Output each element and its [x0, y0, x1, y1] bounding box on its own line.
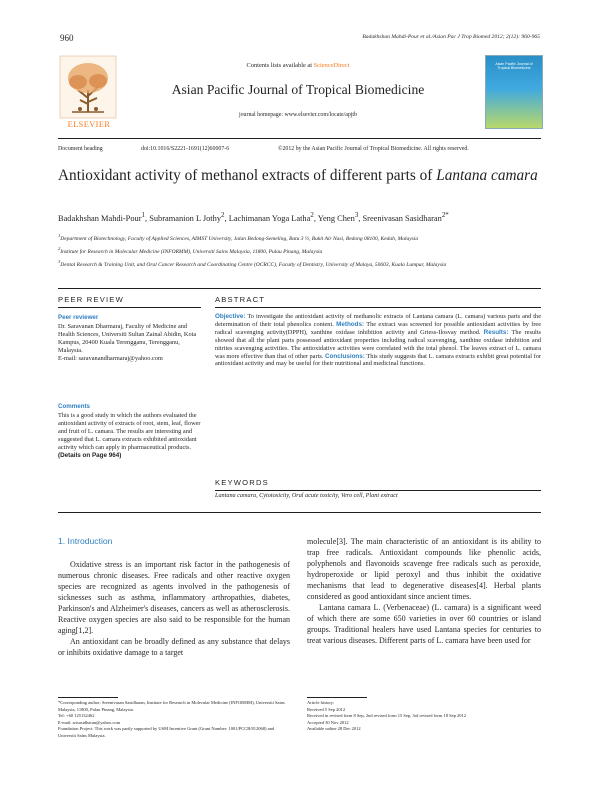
- reviewer-text: Dr. Saravanan Dharmaraj, Faculty of Medicine and Health Sciences, Universiti Sultan Zainal Abidin, Kota Kampus, 20400 Kuala Terengganu, Terengganu, Malaysia.: [58, 323, 197, 354]
- article-title: [58, 167, 538, 185]
- publisher-name: ELSEVIER: [67, 120, 111, 129]
- peer-reviewer-heading: Peer reviewer: [58, 314, 99, 321]
- author-3: Lachimanan Yoga Latha: [228, 213, 311, 223]
- affiliation-1: $^1$Department of Biotechnology, Faculty of Applied Sciences, AIMST University, Jalan Bedong-Semeling, Batu 3 ½, Bukit Air Nasi, Bedong 08100, Kedah, Malaysia: [58, 233, 419, 242]
- comments-body: [58, 412, 202, 459]
- history-title: Article history:: [307, 700, 335, 705]
- author-1: Badakhshan Mahdi-Pour: [58, 213, 142, 223]
- author-2: Subramanion L Jothy: [149, 213, 222, 223]
- intro-paragraph-4: Lantana camara L. (Verbenaceae) (L. camara) is a significant weed of which there are some 650 varieties in over 60 countries or island groups. Traditional healers have used Lantana species for centuries to treat various diseases. Different parts of L. camara have been used for: [307, 603, 541, 646]
- header-divider: [58, 138, 541, 139]
- section-divider-bottom: [58, 512, 541, 513]
- objective-label: Objective:: [215, 313, 246, 320]
- history-accepted: Accepted 30 Nov 2012: [307, 719, 349, 725]
- conclusions-label: Conclusions:: [325, 352, 365, 360]
- foundation-project: Foundation Project: This work was partly supported by USM Incentive Grant (Grant Number: 1001/PCCB/812068) and Universiti Sains Malaysia.: [58, 726, 275, 738]
- introduction-heading: 1. Introduction: [58, 536, 113, 546]
- reviewer-email[interactable]: E-mail: saravanandharmaraj@yahoo.com: [58, 354, 163, 362]
- body-column-right: [307, 536, 541, 646]
- results-text: The results showed that all the plant parts possessed antioxidant properties including radical scavenging, xanthine oxidase inhibition and nitrites scavenging activities. The antioxidative activities were correlated with the total phenol. The leaves extract of L. camara was more effective than that of other parts.: [215, 328, 541, 360]
- history-online: Available online 28 Dec 2012: [307, 726, 361, 732]
- journal-cover-thumbnail: [485, 55, 543, 129]
- history-divider: [307, 697, 367, 698]
- body-column-left: [58, 559, 290, 658]
- conclusions-text: This study suggests that L. camara extracts exhibit great potential for antioxidant activity and may be useful for their nutritional and medicinal functions.: [215, 352, 541, 368]
- history-revised: Received in revised form 8 Sep, 2nd revised form 15 Sep, 3rd revised form 18 Sep 2012: [307, 713, 466, 719]
- author-4: Yeng Chen: [317, 213, 355, 223]
- affiliation-3: $^3$Dental Research & Training Unit, and Oral Cancer Research and Coordinating Centre (OCRCC), Faculty of Dentistry, University of Malaya, 50603, Kuala Lumpur, Malaysia: [58, 258, 447, 268]
- author-list: Badakhshan Mahdi-Pour$^1$, Subramanion L Jothy$^2$, Lachimanan Yoga Latha$^2$, Yeng Chen$^3$, Sreenivasan Sasidharan$^{2*}$: [58, 211, 449, 223]
- keywords-divider: [215, 490, 541, 491]
- affiliations: [58, 232, 546, 271]
- intro-paragraph-3: molecule[3]. The main characteristic of an antioxidant is its ability to trap free radicals. Antioxidant compounds like phenolic acids, polyphenols and flavonoids scavenge free radicals such as peroxide, hydroperoxide or lipid peroxyl and thus inhibit the oxidative mechanisms that lead to degenerative diseases[4]. Herbal plants considered as good antioxidant since ancient times.: [307, 537, 541, 602]
- intro-paragraph-1: Oxidative stress is an important risk factor in the pathogenesis of numerous chronic diseases. Free radicals and other reactive oxygen species are recognized as agents involved in the pathogenesis of sicknesses such as asthma, inflammatory arthropathies, diabetes, Parkinson's and Alzheimer's diseases, cancers as well as atherosclerosis. Reactive oxygen species are also said to be responsible for the human aging[1,2].: [58, 560, 290, 636]
- history-received: Received 5 Sep 2012: [307, 706, 346, 712]
- doi[interactable]: doi:10.1016/S2221-1691(12)60007-6: [141, 146, 230, 152]
- article-history: [307, 700, 541, 733]
- running-head: Badakhshan Mahdi-Pour et al./Asian Pac J Trop Biomed 2012; 2(12): 960-965: [362, 34, 540, 40]
- results-label: Results:: [483, 328, 509, 336]
- article-title-main: Antioxidant activity of methanol extracts of different parts of: [58, 167, 437, 184]
- contents-prefix: Contents lists available at: [246, 62, 314, 69]
- objective-text: To investigate the antioxidant activity of methanolic extracts of Lantana camara (L. camara) various parts and the determination of their total phenolics content.: [215, 313, 541, 328]
- methods-text: The extract was screened for possible antioxidant activities by free radical scavenging activity(DPPH), xanthine oxidase inhibition activity and Griess-Ilosvay method.: [215, 320, 542, 336]
- meta-line: [58, 146, 541, 156]
- comments-heading: Comments: [58, 403, 90, 410]
- comments-text: This is a good study in which the authors evaluated the antioxidant activity of extracts of root, stem, leaf, flower and fruit of L. camara. The results are interesting and suggested that L. camara extracts exhibited antioxidant activity which can apply in pharmaceutical products.: [58, 412, 201, 451]
- footnote-divider: [58, 697, 118, 698]
- elsevier-tree-logo: [58, 54, 118, 128]
- peer-review-heading: PEER REVIEW: [58, 295, 124, 304]
- sciencedirect-link[interactable]: ScienceDirect: [313, 62, 350, 69]
- keywords: Lantana camara, Cytotoxicity, Oral acute toxicity, Vero cell, Plant extract: [215, 492, 398, 499]
- copyright: ©2012 by the Asian Pacific Journal of Tropical Biomedicine. All rights reserved.: [278, 146, 469, 152]
- keywords-heading: KEYWORDS: [215, 478, 269, 487]
- article-title-species: Lantana camara: [436, 167, 538, 184]
- section-divider: [58, 288, 541, 289]
- corresponding-tel: Tel: +60 125132462: [58, 713, 95, 719]
- abstract-body: [215, 313, 541, 368]
- document-heading: Document heading: [58, 146, 103, 152]
- abstract-heading: ABSTRACT: [215, 295, 266, 304]
- abstract-divider: [215, 307, 541, 308]
- cover-title: Asian Pacific Journal of Tropical Biomedicine: [495, 62, 533, 71]
- journal-homepage[interactable]: journal homepage: www.elsevier.com/locate/apjtb: [238, 112, 358, 118]
- affiliation-2: $^2$Institute for Research in Molecular Medicine (INFORMM), Universiti Sains Malaysia, 11800, Pulau Pinang, Malaysia: [58, 245, 323, 255]
- methods-label: Methods:: [336, 320, 365, 328]
- contents-line: [138, 62, 458, 69]
- journal-title: Asian Pacific Journal of Tropical Biomedicine: [171, 82, 425, 97]
- corresponding-author: *Corresponding author: Sreenivasan Sasidharan, Institute for Research in Molecular Medicine (INFORMM), Universiti Sains Malaysia, 11800, Pulau Pinang, Malaysia.: [58, 700, 285, 712]
- peer-reviewer-info: [58, 323, 202, 363]
- journal-header: [58, 54, 541, 136]
- intro-paragraph-2: An antioxidant can be broadly defined as any substance that delays or inhibits oxidative damage to a target: [58, 637, 290, 658]
- details-page-link[interactable]: (Details on Page 964): [58, 451, 122, 459]
- corresponding-email[interactable]: E-mail: srisasidharan@yahoo.com: [58, 719, 121, 725]
- author-5: Sreenivasan Sasidharan: [362, 213, 442, 223]
- peer-review-divider: [58, 307, 201, 308]
- footnotes: [58, 700, 290, 740]
- page-number: 960: [60, 33, 74, 43]
